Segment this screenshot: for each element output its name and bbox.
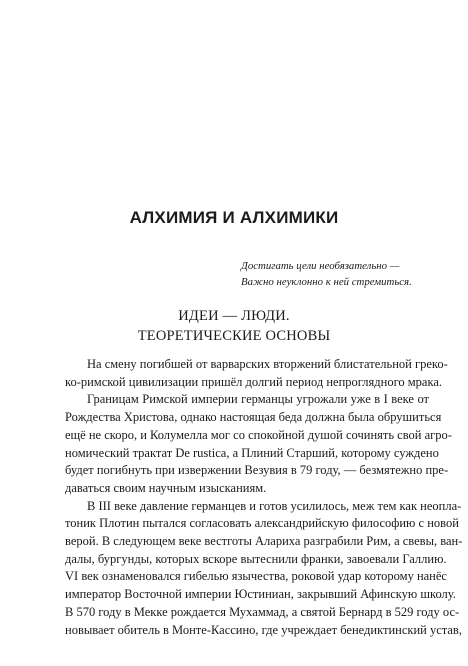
chapter-title: АЛХИМИЯ И АЛХИМИКИ xyxy=(129,208,339,227)
text-line: В III веке давление германцев и готов усилилось, меж тем как неопла- xyxy=(87,498,462,513)
text-line: тоник Плотин пытался согласовать александрийскую философию с новой xyxy=(65,516,459,531)
text-line: будет погибнуть при извержении Везувия в 79 году, — безмятежно пре- xyxy=(65,463,449,478)
text-line: новывает обитель в Монте-Кассино, где учреждает бенедиктинский устав, xyxy=(65,622,462,637)
epigraph xyxy=(241,258,412,290)
section-title-line: ИДЕИ — ЛЮДИ. xyxy=(178,308,290,324)
body-text xyxy=(65,356,463,639)
text-line: Рождества Христова, однако настоящая беда должна была обрушиться xyxy=(65,410,442,425)
text-line: ещё не скоро, и Колумелла мог со спокойной душой сочинять свой агро- xyxy=(65,427,452,442)
text-line: даваться своим научным изысканиям. xyxy=(65,480,267,495)
text-line: Границам Римской империи германцы угрожали уже в I веке от xyxy=(87,392,429,407)
text-line: На смену погибшей от варварских вторжений блистательной греко- xyxy=(87,357,448,371)
epigraph-line: Важно неуклонно к ней стремиться. xyxy=(241,276,412,288)
text-line: номический трактат De rustica, а Плиний Старший, которому суждено xyxy=(65,445,439,460)
text-line: далы, бургунды, которых вскоре вытеснили франки, завоевали Галлию. xyxy=(65,551,447,566)
section-title xyxy=(0,306,468,346)
text-line: VI век ознаменовался гибелью язычества, роковой удар которому нанёс xyxy=(65,569,447,584)
text-line: В 570 году в Мекке рождается Мухаммад, а святой Бернард в 529 году ос- xyxy=(65,604,460,619)
text-line: ко-римской цивилизации пришёл долгий период непроглядного мрака. xyxy=(65,374,443,389)
text-line: император Восточной империи Юстиниан, закрывший Афинскую школу. xyxy=(65,587,456,602)
epigraph-line: Достигать цели необязательно — xyxy=(241,260,400,272)
section-title-line: ТЕОРЕТИЧЕСКИЕ ОСНОВЫ xyxy=(137,328,331,344)
text-line: верой. В следующем веке вестготы Алариха разграбили Рим, а свевы, ван- xyxy=(65,534,463,549)
